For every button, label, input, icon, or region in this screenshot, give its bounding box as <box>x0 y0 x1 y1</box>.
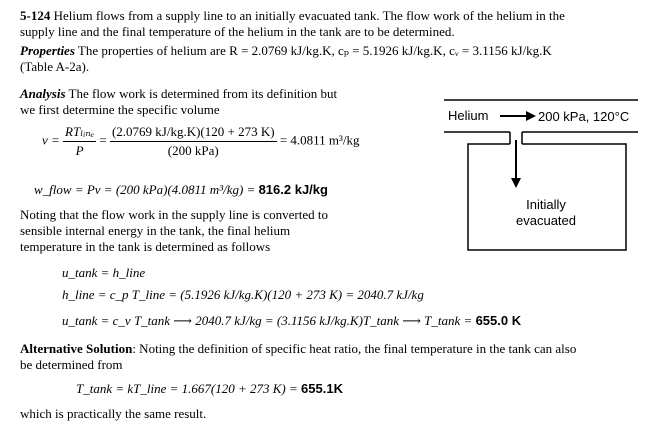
properties-label: Properties <box>20 43 75 58</box>
noting-line-3: temperature in the tank is determined as follows <box>20 239 271 254</box>
analysis-line-2: we first determine the specific volume <box>20 102 220 117</box>
fraction-2-num: (2.0769 kJ/kg.K)(120 + 273 K) <box>110 124 277 142</box>
eq-volume-lhs: v = <box>42 132 60 148</box>
noting-line-2: sensible internal energy in the tank, the final helium <box>20 223 291 238</box>
noting-line-1: Noting that the flow work in the supply line is converted to <box>20 207 328 222</box>
flow-arrow-head <box>526 111 536 121</box>
eq-alt-lhs: T_tank = kT_line = 1.667(120 + 273 K) = <box>76 381 302 396</box>
alternative-line-2: be determined from <box>20 357 123 372</box>
properties-line-1 <box>20 44 552 59</box>
helium-label: Helium <box>448 108 489 123</box>
equation-t-tank <box>62 313 521 329</box>
properties-line-2: (Table A-2a). <box>20 59 90 74</box>
fraction-1-num: RTₗᵢₙₑ <box>63 124 96 142</box>
eq-t-result: 655.0 K <box>475 313 522 328</box>
eq-t-lhs: u_tank = c_v T_tank ⟶ 2040.7 kJ/kg = (3.1156 kJ/kg.K)T_tank ⟶ T_tank = <box>62 313 476 328</box>
fraction-1 <box>63 124 96 159</box>
problem-number: 5-124 <box>20 8 51 23</box>
analysis-text: The flow work is determined from its definition but <box>65 86 338 101</box>
equation-h-line: h_line = c_p T_line = (5.1926 kJ/kg.K)(120 + 273 K) = 2040.7 kJ/kg <box>62 287 424 302</box>
fraction-1-den: P <box>75 143 84 158</box>
equation-alternative <box>76 381 343 397</box>
eq-flow-result: 816.2 kJ/kg <box>258 182 328 197</box>
eq-volume-result: = 4.0811 m³/kg <box>279 132 360 148</box>
eq-volume-equals: = <box>99 132 107 148</box>
properties-text: The properties of helium are R = 2.0769 kJ/kg.K, cₚ = 5.1926 kJ/kg.K, cᵥ = 3.1156 kJ/kg.K <box>74 43 552 58</box>
closing-text: which is practically the same result. <box>20 406 207 421</box>
supply-conditions-label: 200 kPa, 120°C <box>538 109 630 124</box>
alternative-text: : Noting the definition of specific heat ratio, the final temperature in the tank can also <box>132 341 577 356</box>
problem-line-1 <box>20 9 565 24</box>
problem-statement-1: Helium flows from a supply line to an initially evacuated tank. The flow work of the helium in the <box>50 8 565 23</box>
fraction-2-den: (200 kPa) <box>167 143 219 158</box>
analysis-line-1 <box>20 87 337 102</box>
alternative-label: Alternative Solution <box>20 341 133 356</box>
equation-u-tank: u_tank = h_line <box>62 265 146 280</box>
fraction-2 <box>110 124 277 159</box>
problem-statement-2: supply line and the final temperature of the helium in the tank are to be determined. <box>20 24 455 39</box>
down-arrow-head <box>511 178 521 188</box>
alternative-line-1 <box>20 342 576 357</box>
tank-diagram <box>440 92 650 257</box>
eq-flow-lhs: w_flow = Pv = (200 kPa)(4.0811 m³/kg) = <box>34 182 259 197</box>
equation-flow-work <box>34 182 328 198</box>
analysis-label: Analysis <box>20 86 66 101</box>
tank-label-2: evacuated <box>516 213 576 228</box>
equation-specific-volume <box>42 124 360 159</box>
eq-alt-result: 655.1K <box>301 381 343 396</box>
tank-label-1: Initially <box>526 197 566 212</box>
